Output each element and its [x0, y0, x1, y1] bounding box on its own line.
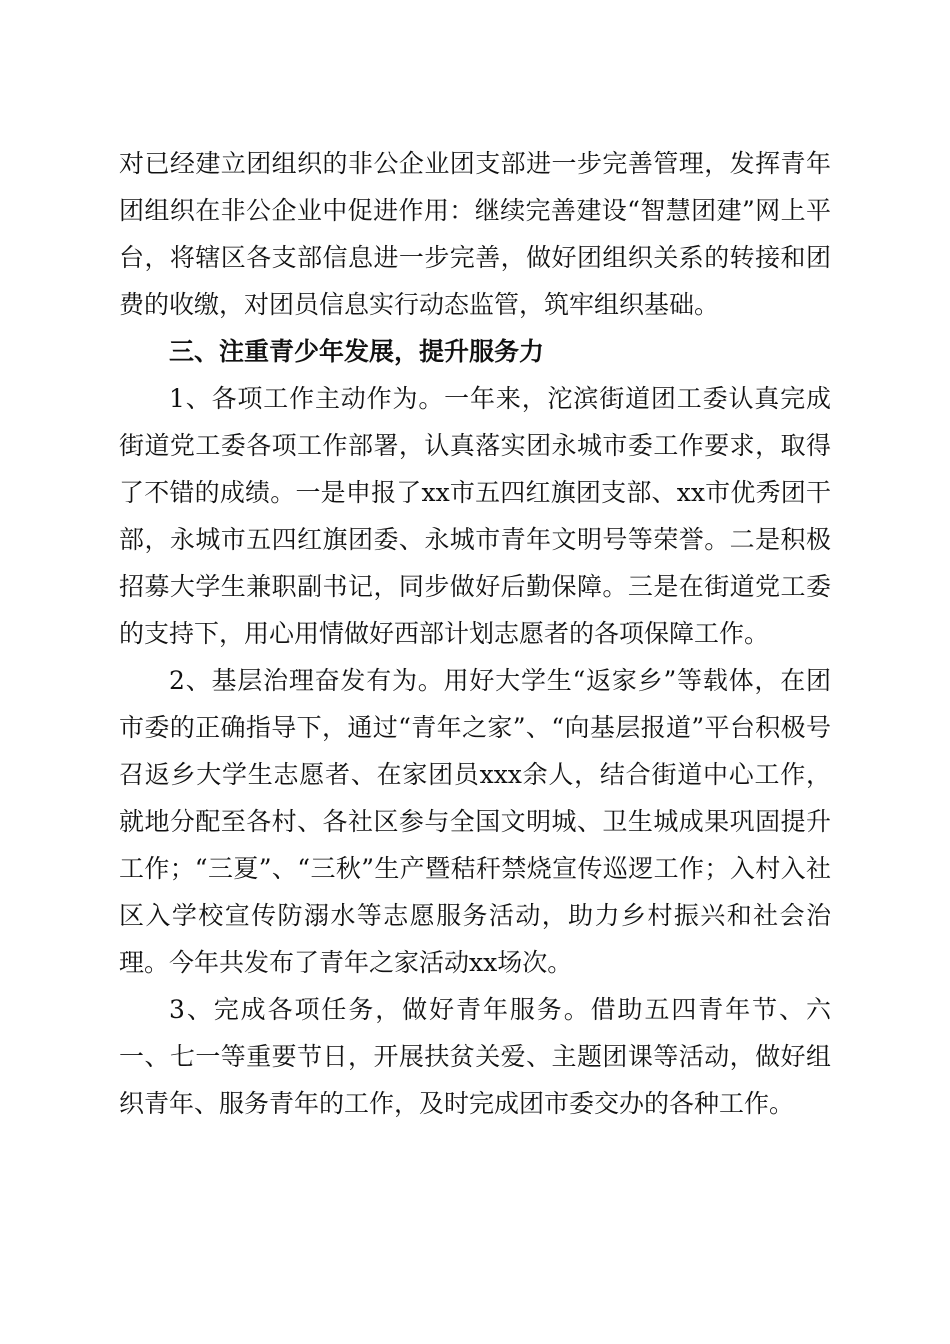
document-body	[119, 140, 831, 1127]
paragraph-item-1: 1、各项工作主动作为。一年来，沱滨街道团工委认真完成街道党工委各项工作部署，认真落实团永城市委工作要求，取得了不错的成绩。一是申报了xx市五四红旗团支部、xx市优秀团干部，永城市五四红旗团委、永城市青年文明号等荣誉。二是积极招募大学生兼职副书记，同步做好后勤保障。三是在街道党工委的支持下，用心用情做好西部计划志愿者的各项保障工作。	[119, 384, 831, 648]
paragraph-continued: 对已经建立团组织的非公企业团支部进一步完善管理，发挥青年团组织在非公企业中促进作用：继续完善建设“智慧团建”网上平台，将辖区各支部信息进一步完善，做好团组织关系的转接和团费的收缴，对团员信息实行动态监管，筑牢组织基础。	[119, 149, 831, 319]
paragraph-item-2: 2、基层治理奋发有为。用好大学生“返家乡”等载体，在团市委的正确指导下，通过“青年之家”、“向基层报道”平台积极号召返乡大学生志愿者、在家团员xxx余人，结合街道中心工作，就地分配至各村、各社区参与全国文明城、卫生城成果巩固提升工作；“三夏”、“三秋”生产暨秸秆禁烧宣传巡逻工作；入村入社区入学校宣传防溺水等志愿服务活动，助力乡村振兴和社会治理。今年共发布了青年之家活动xx场次。	[119, 666, 831, 977]
paragraph-item-3: 3、完成各项任务，做好青年服务。借助五四青年节、六一、七一等重要节日，开展扶贫关爱、主题团课等活动，做好组织青年、服务青年的工作，及时完成团市委交办的各种工作。	[119, 995, 831, 1118]
section-heading-3: 三、注重青少年发展，提升服务力	[169, 337, 545, 366]
